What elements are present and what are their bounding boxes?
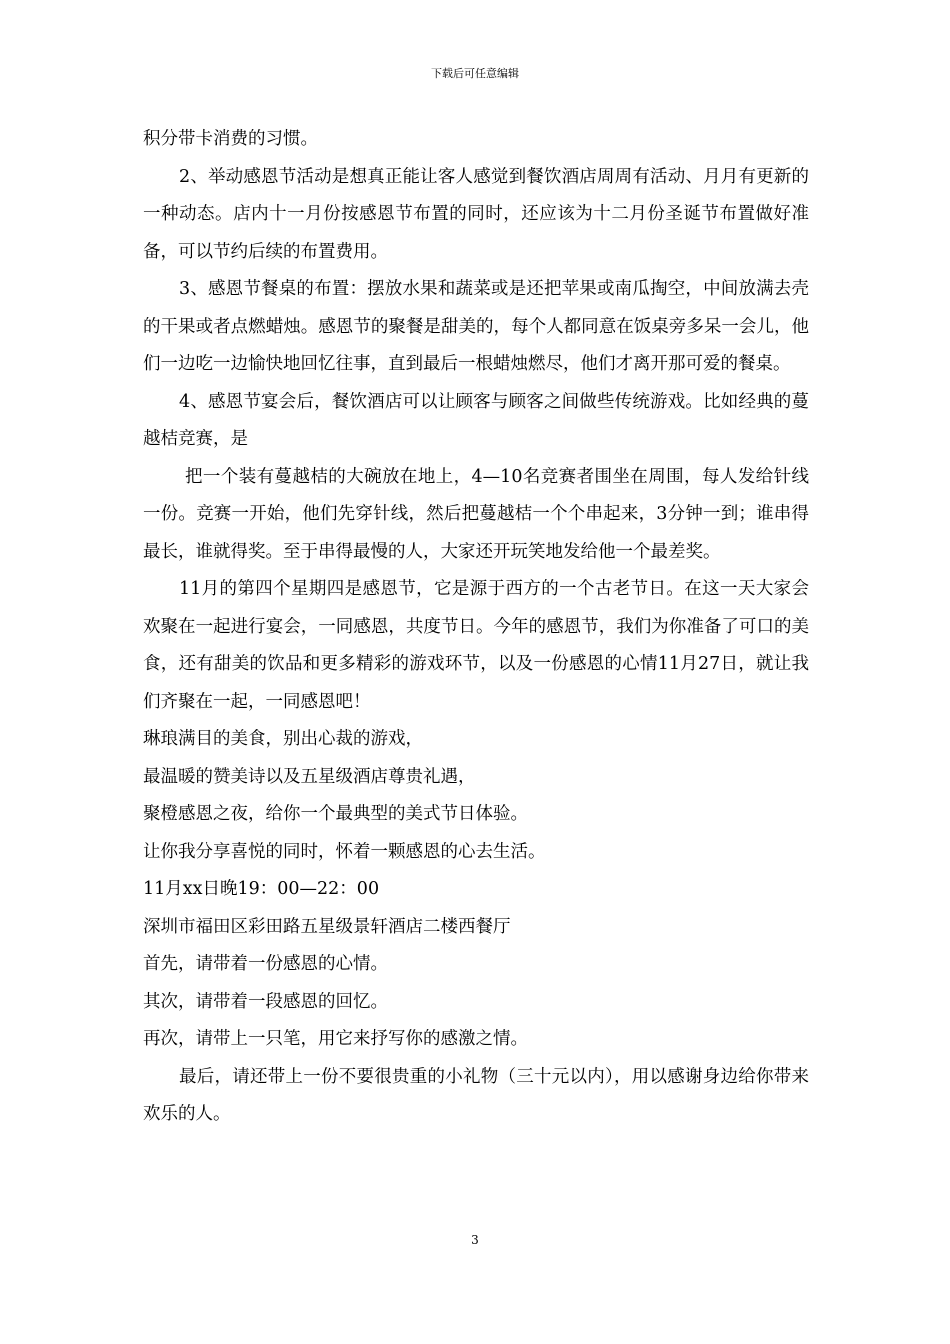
invitation-line-share: 让你我分享喜悦的同时，怀着一颗感恩的心去生活。 — [143, 841, 546, 862]
invitation-line-night: 聚橙感恩之夜，给你一个最典型的美式节日体验。 — [143, 804, 528, 824]
paragraph-cranberry-game: 把一个装有蔓越桔的大碗放在地上，4—10名竞赛者围坐在周围，每人发给针线一份。竞赛一开始，他们先穿针线，然后把蔓越桔一个个串起来，3分钟一到；谁串得最长，谁就得奖。至于串得最慢的人，大家还开玩笑地发给他一个最差奖。 — [143, 466, 809, 562]
page-header: 下载后可任意编辑 — [431, 67, 519, 80]
invitation-first: 首先，请带着一份感恩的心情。 — [143, 954, 388, 974]
invitation-line-food: 琳琅满目的美食，别出心裁的游戏， — [143, 729, 423, 749]
paragraph-continuation: 积分带卡消费的习惯。 — [143, 129, 318, 149]
page-number: 3 — [471, 1233, 479, 1247]
paragraph-item-4: 4、感恩节宴会后，餐饮酒店可以让顾客与顾客之间做些传统游戏。比如经典的蔓越桔竞赛，是 — [143, 391, 809, 449]
invitation-finally: 最后，请还带上一份不要很贵重的小礼物（三十元以内），用以感谢身边给你带来欢乐的人。 — [143, 1066, 809, 1124]
invitation-line-hymn: 最温暖的赞美诗以及五星级酒店尊贵礼遇， — [143, 766, 476, 787]
document-body — [143, 121, 809, 1134]
paragraph-item-3: 3、感恩节餐桌的布置：摆放水果和蔬菜或是还把苹果或南瓜掏空，中间放满去壳的干果或者点燃蜡烛。感恩节的聚餐是甜美的，每个人都同意在饭桌旁多呆一会儿，他们一边吃一边愉快地回忆往事，直到最后一根蜡烛燃尽，他们才离开那可爱的餐桌。 — [143, 279, 809, 374]
invitation-third: 再次，请带上一只笔，用它来抒写你的感激之情。 — [143, 1029, 528, 1049]
event-location: 深圳市福田区彩田路五星级景轩酒店二楼西餐厅 — [143, 916, 511, 937]
invitation-second: 其次，请带着一段感恩的回忆。 — [143, 991, 388, 1012]
paragraph-item-2: 2、举动感恩节活动是想真正能让客人感觉到餐饮酒店周周有活动、月月有更新的一种动态。店内十一月份按感恩节布置的同时，还应该为十二月份圣诞节布置做好准备，可以节约后续的布置费用。 — [143, 166, 809, 262]
event-time: 11月xx日晚19：00—22：00 — [143, 879, 380, 899]
paragraph-thanksgiving-intro: 11月的第四个星期四是感恩节，它是源于西方的一个古老节日。在这一天大家会欢聚在一起进行宴会，一同感恩，共度节日。今年的感恩节，我们为你准备了可口的美食，还有甜美的饮品和更多精彩的游戏环节，以及一份感恩的心情11月27日，就让我们齐聚在一起，一同感恩吧！ — [143, 579, 809, 712]
